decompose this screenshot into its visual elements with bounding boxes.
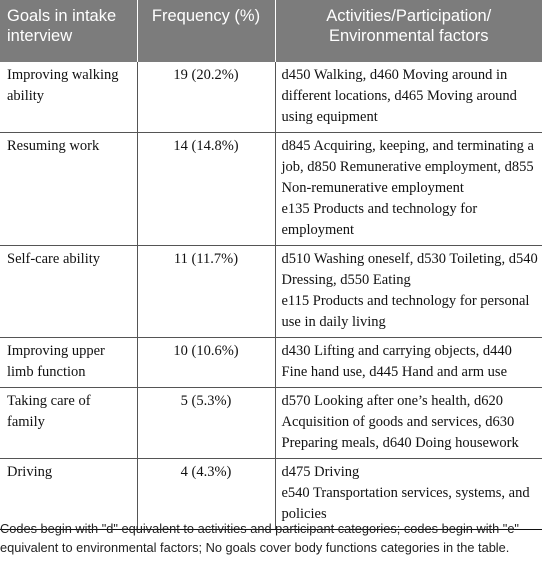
table-header	[0, 0, 542, 62]
factors-cell: d450 Walking, d460 Moving around in different locations, d465 Moving around using equipment	[275, 62, 542, 133]
factors-cell: d475 Driving e540 Transportation services, systems, and policies	[275, 459, 542, 530]
frequency-cell: 11 (11.7%)	[137, 246, 275, 338]
frequency-cell: 19 (20.2%)	[137, 62, 275, 133]
table-row	[0, 246, 542, 338]
factors-cell: d510 Washing oneself, d530 Toileting, d540 Dressing, d550 Eating e115 Products and technology for personal use in daily living	[275, 246, 542, 338]
factors-cell: d845 Acquiring, keeping, and terminating a job, d850 Remunerative employment, d855 Non-remunerative employment e135 Products and technology for employment	[275, 133, 542, 246]
frequency-cell: 10 (10.6%)	[137, 338, 275, 388]
table-row	[0, 338, 542, 388]
header-factors-label: Activities/Participation/ Environmental factors	[326, 7, 492, 45]
goal-cell: Taking care of family	[0, 388, 137, 459]
header-goals-label: Goals in intake interview	[7, 7, 117, 45]
header-factors	[275, 0, 542, 62]
table-row	[0, 133, 542, 246]
header-frequency-label: Frequency (%)	[151, 7, 261, 25]
goal-cell: Self-care ability	[0, 246, 137, 338]
goal-cell: Improving upper limb function	[0, 338, 137, 388]
table-row	[0, 388, 542, 459]
header-frequency	[137, 0, 275, 62]
table-row	[0, 62, 542, 133]
frequency-cell: 4 (4.3%)	[137, 459, 275, 530]
goal-cell: Resuming work	[0, 133, 137, 246]
factors-cell: d430 Lifting and carrying objects, d440 Fine hand use, d445 Hand and arm use	[275, 338, 542, 388]
frequency-cell: 14 (14.8%)	[137, 133, 275, 246]
header-goals	[0, 0, 137, 62]
goal-cell: Improving walking ability	[0, 62, 137, 133]
table-footnote: Codes begin with "d" equivalent to activities and participant categories; codes begin with "e" equivalent to environmental factors; No goals cover body functions categories in the table.	[0, 521, 519, 555]
frequency-cell: 5 (5.3%)	[137, 388, 275, 459]
factors-cell: d570 Looking after one’s health, d620 Acquisition of goods and services, d630 Preparing meals, d640 Doing housework	[275, 388, 542, 459]
goal-cell: Driving	[0, 459, 137, 530]
table-body	[0, 62, 542, 530]
